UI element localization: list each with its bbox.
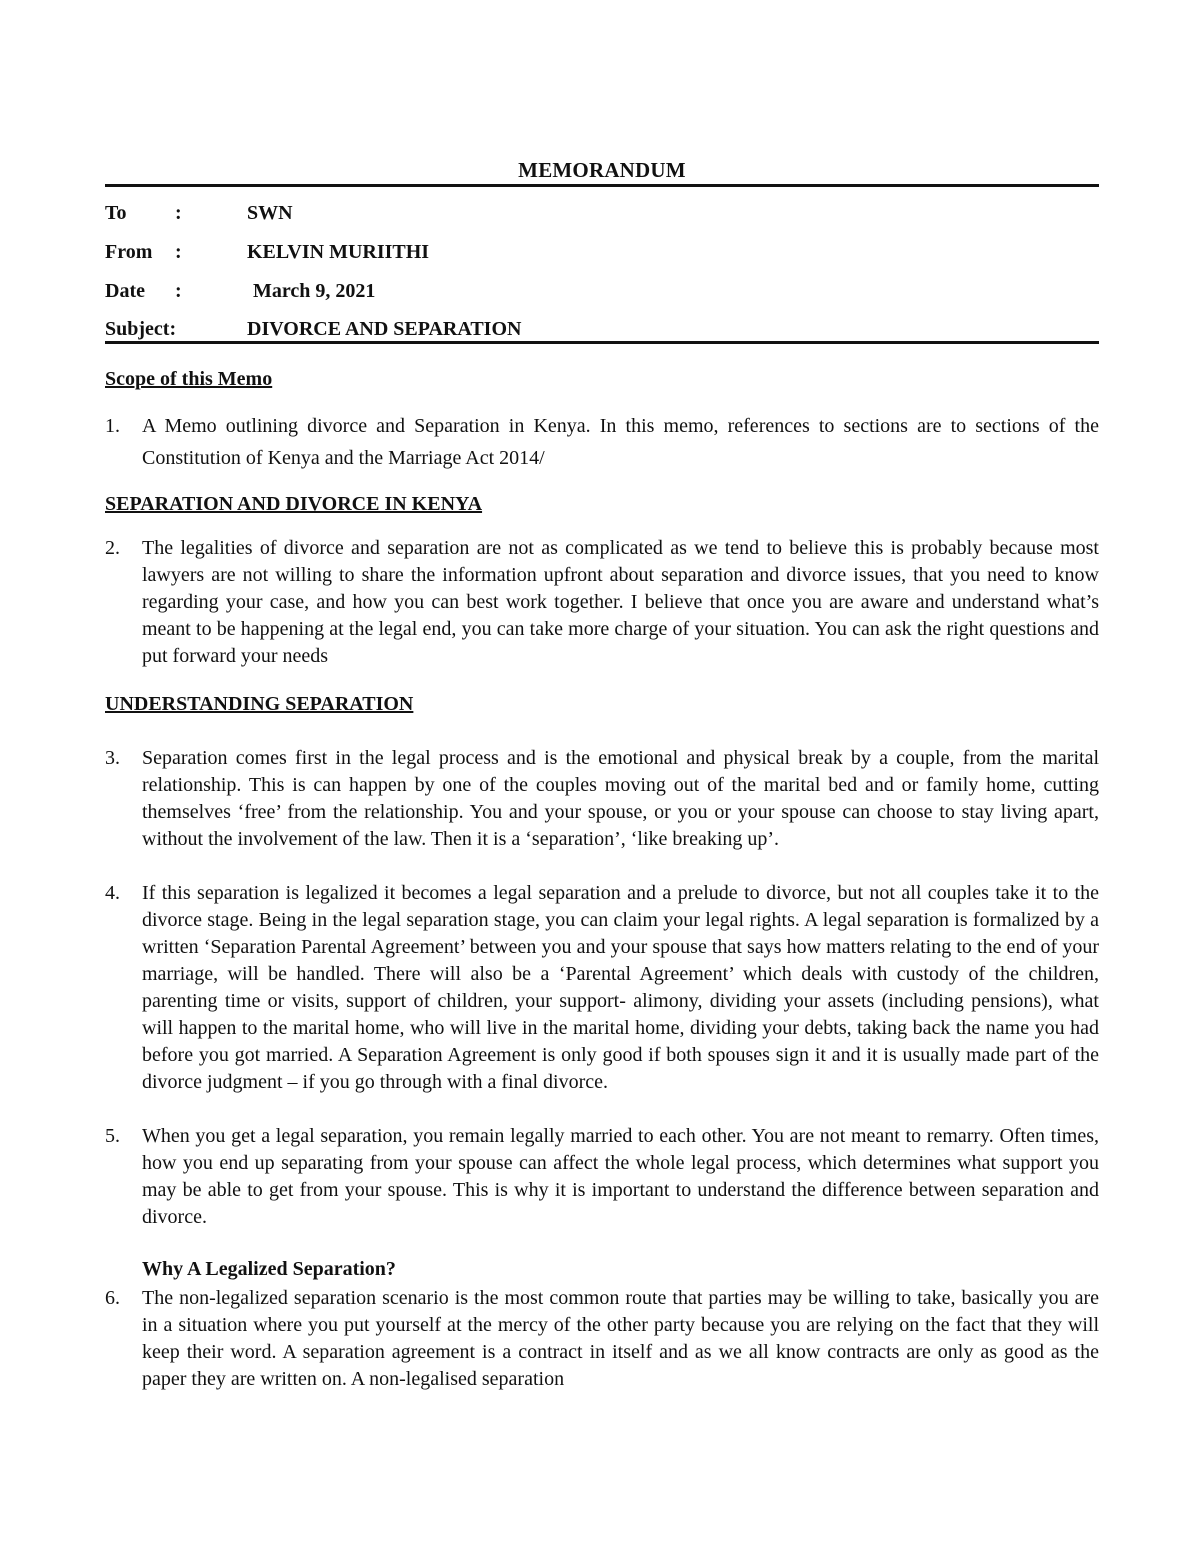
paragraph-2-number: 2. — [105, 537, 120, 559]
paragraph-1-number: 1. — [105, 415, 120, 437]
scope-heading: Scope of this Memo — [105, 368, 273, 390]
subject-label: Subject: — [105, 318, 177, 340]
to-colon: : — [175, 202, 182, 224]
paragraph-6-text: The non-legalized separation scenario is the most common route that parties may be willing to take, basically you are in a situation where you put yourself at the mercy of the other party because you are relying on the fact that they will keep their word. A separation agreement is a contract in itself and as we all know contracts are only as good as the paper they are written on. A non-legalised separation — [142, 1287, 1099, 1390]
paragraph-6-number: 6. — [105, 1287, 120, 1309]
memo-title: MEMORANDUM — [518, 158, 686, 182]
paragraph-5-number: 5. — [105, 1125, 120, 1147]
to-label: To — [105, 202, 127, 224]
paragraph-6 — [105, 1285, 1099, 1393]
paragraph-2 — [105, 535, 1099, 670]
why-legalized-heading: Why A Legalized Separation? — [142, 1258, 396, 1280]
paragraph-4-number: 4. — [105, 882, 120, 904]
from-label: From — [105, 241, 153, 263]
header-bottom-rule — [105, 341, 1099, 344]
to-value: SWN — [247, 202, 293, 224]
header-top-rule — [105, 184, 1099, 187]
subject-value: DIVORCE AND SEPARATION — [247, 318, 522, 340]
date-colon: : — [175, 280, 182, 302]
paragraph-3 — [105, 745, 1099, 853]
paragraph-2-text: The legalities of divorce and separation are not as complicated as we tend to believe this is probably because most lawyers are not willing to share the information upfront about separation and divorce issues, that you need to know regarding your case, and how you can best work together. I believe that once you are aware and understand what’s meant to be happening at the legal end, you can take more charge of your situation. You can ask the right questions and put forward your needs — [142, 537, 1099, 667]
date-label: Date — [105, 280, 145, 302]
understanding-heading: UNDERSTANDING SEPARATION — [105, 693, 414, 715]
paragraph-4 — [105, 880, 1099, 1096]
paragraph-1 — [105, 410, 1099, 474]
paragraph-5 — [105, 1123, 1099, 1231]
date-value: March 9, 2021 — [253, 280, 376, 302]
paragraph-5-text: When you get a legal separation, you remain legally married to each other. You are not meant to remarry. Often times, how you end up separating from your spouse can affect the whole legal process, which determines what support you may be able to get from your spouse. This is why it is important to understand the difference between separation and divorce. — [142, 1125, 1099, 1228]
paragraph-3-text: Separation comes first in the legal process and is the emotional and physical break by a couple, from the marital relationship. This is can happen by one of the couples moving out of the marital bed and or family home, cutting themselves ‘free’ from the relationship. You and your spouse, or you or your spouse can choose to stay living apart, without the involvement of the law. Then it is a ‘separation’, ‘like breaking up’. — [142, 747, 1099, 850]
separation-divorce-heading: SEPARATION AND DIVORCE IN KENYA — [105, 493, 483, 515]
paragraph-4-text: If this separation is legalized it becomes a legal separation and a prelude to divorce, but not all couples take it to the divorce stage. Being in the legal separation stage, you can claim your legal rights. A legal separation is formalized by a written ‘Separation Parental Agreement’ between you and your spouse that says how matters relating to the end of your marriage, will be handled. There will also be a ‘Parental Agreement’ which deals with custody of the children, parenting time or visits, support of children, your support- alimony, dividing your assets (including pensions), what will happen to the marital home, who will live in the marital home, dividing your debts, taking back the name you had before you got married. A Separation Agreement is only good if both spouses sign it and it is usually made part of the divorce judgment – if you go through with a final divorce. — [142, 882, 1099, 1093]
paragraph-3-number: 3. — [105, 747, 120, 769]
from-colon: : — [175, 241, 182, 263]
from-value: KELVIN MURIITHI — [247, 241, 430, 263]
paragraph-1-text: A Memo outlining divorce and Separation in Kenya. In this memo, references to sections are to sections of the Constitution of Kenya and the Marriage Act 2014/ — [142, 415, 1099, 469]
